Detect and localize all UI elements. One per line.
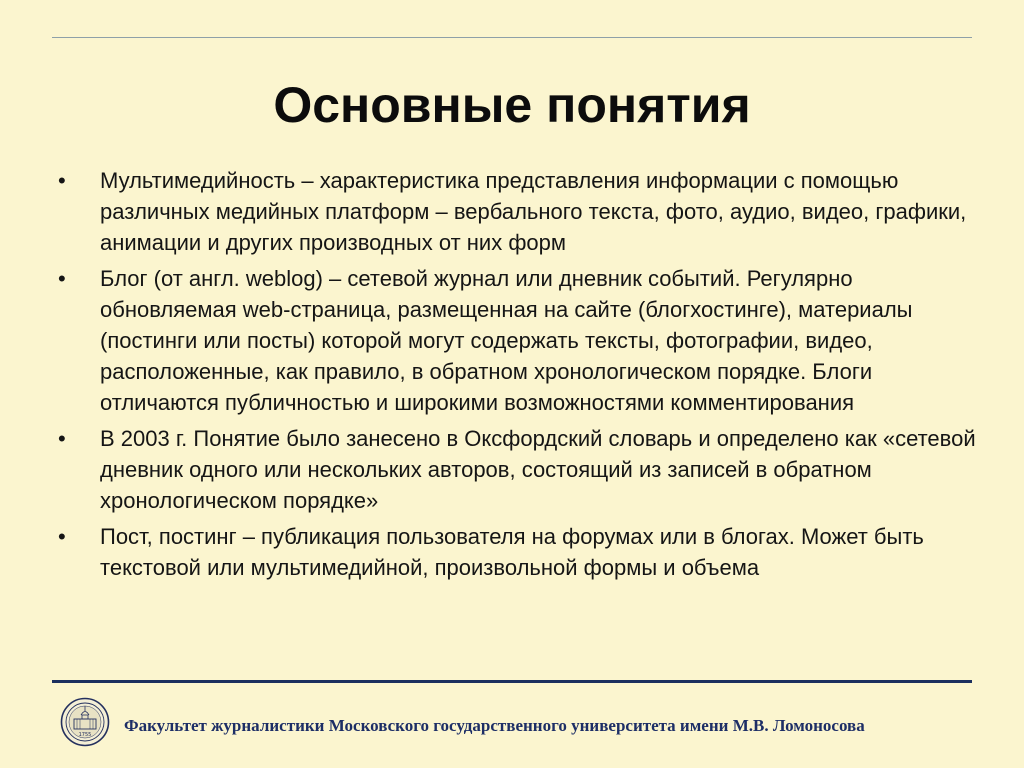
bullet-list — [58, 165, 978, 588]
footer-institution-text: Факультет журналистики Московского государственного университета имени М.В. Ломоносова — [124, 716, 865, 735]
bullet-marker: • — [58, 524, 66, 549]
bullet-marker: • — [58, 426, 66, 451]
bullet-text: В 2003 г. Понятие было занесено в Оксфордский словарь и определено как «сетевой дневник одного или нескольких авторов, состоящий из записей в обратном хронологическом порядке» — [100, 426, 976, 513]
slide-title: Основные понятия — [273, 77, 751, 133]
bullet-text: Мультимедийность – характеристика представления информации с помощью различных медийных платформ – вербального текста, фото, аудио, видео, графики, анимации и других производных от них форм — [100, 168, 967, 255]
bullet-item-blog — [58, 263, 978, 418]
top-divider — [52, 37, 972, 38]
seal-year: 1755 — [78, 732, 92, 738]
bullet-text: Пост, постинг – публикация пользователя на форумах или в блогах. Может быть текстовой или мультимедийной, произвольной формы и объема — [100, 524, 924, 580]
bullet-marker: • — [58, 266, 66, 291]
bullet-item-oxford — [58, 423, 978, 516]
bullet-item-multimedia — [58, 165, 978, 258]
university-seal-icon — [60, 697, 110, 747]
bullet-text: Блог (от англ. weblog) – сетевой журнал или дневник событий. Регулярно обновляемая web-страница, размещенная на сайте (блогхостинге), материалы (постинги или посты) которой могут содержать тексты, фотографии, видео, расположенные, как правило, в обратном хронологическом порядке. Блоги отличаются публичностью и широкими возможностями комментирования — [100, 266, 913, 415]
bullet-item-post — [58, 521, 978, 583]
bullet-marker: • — [58, 168, 66, 193]
bottom-divider — [52, 680, 972, 683]
